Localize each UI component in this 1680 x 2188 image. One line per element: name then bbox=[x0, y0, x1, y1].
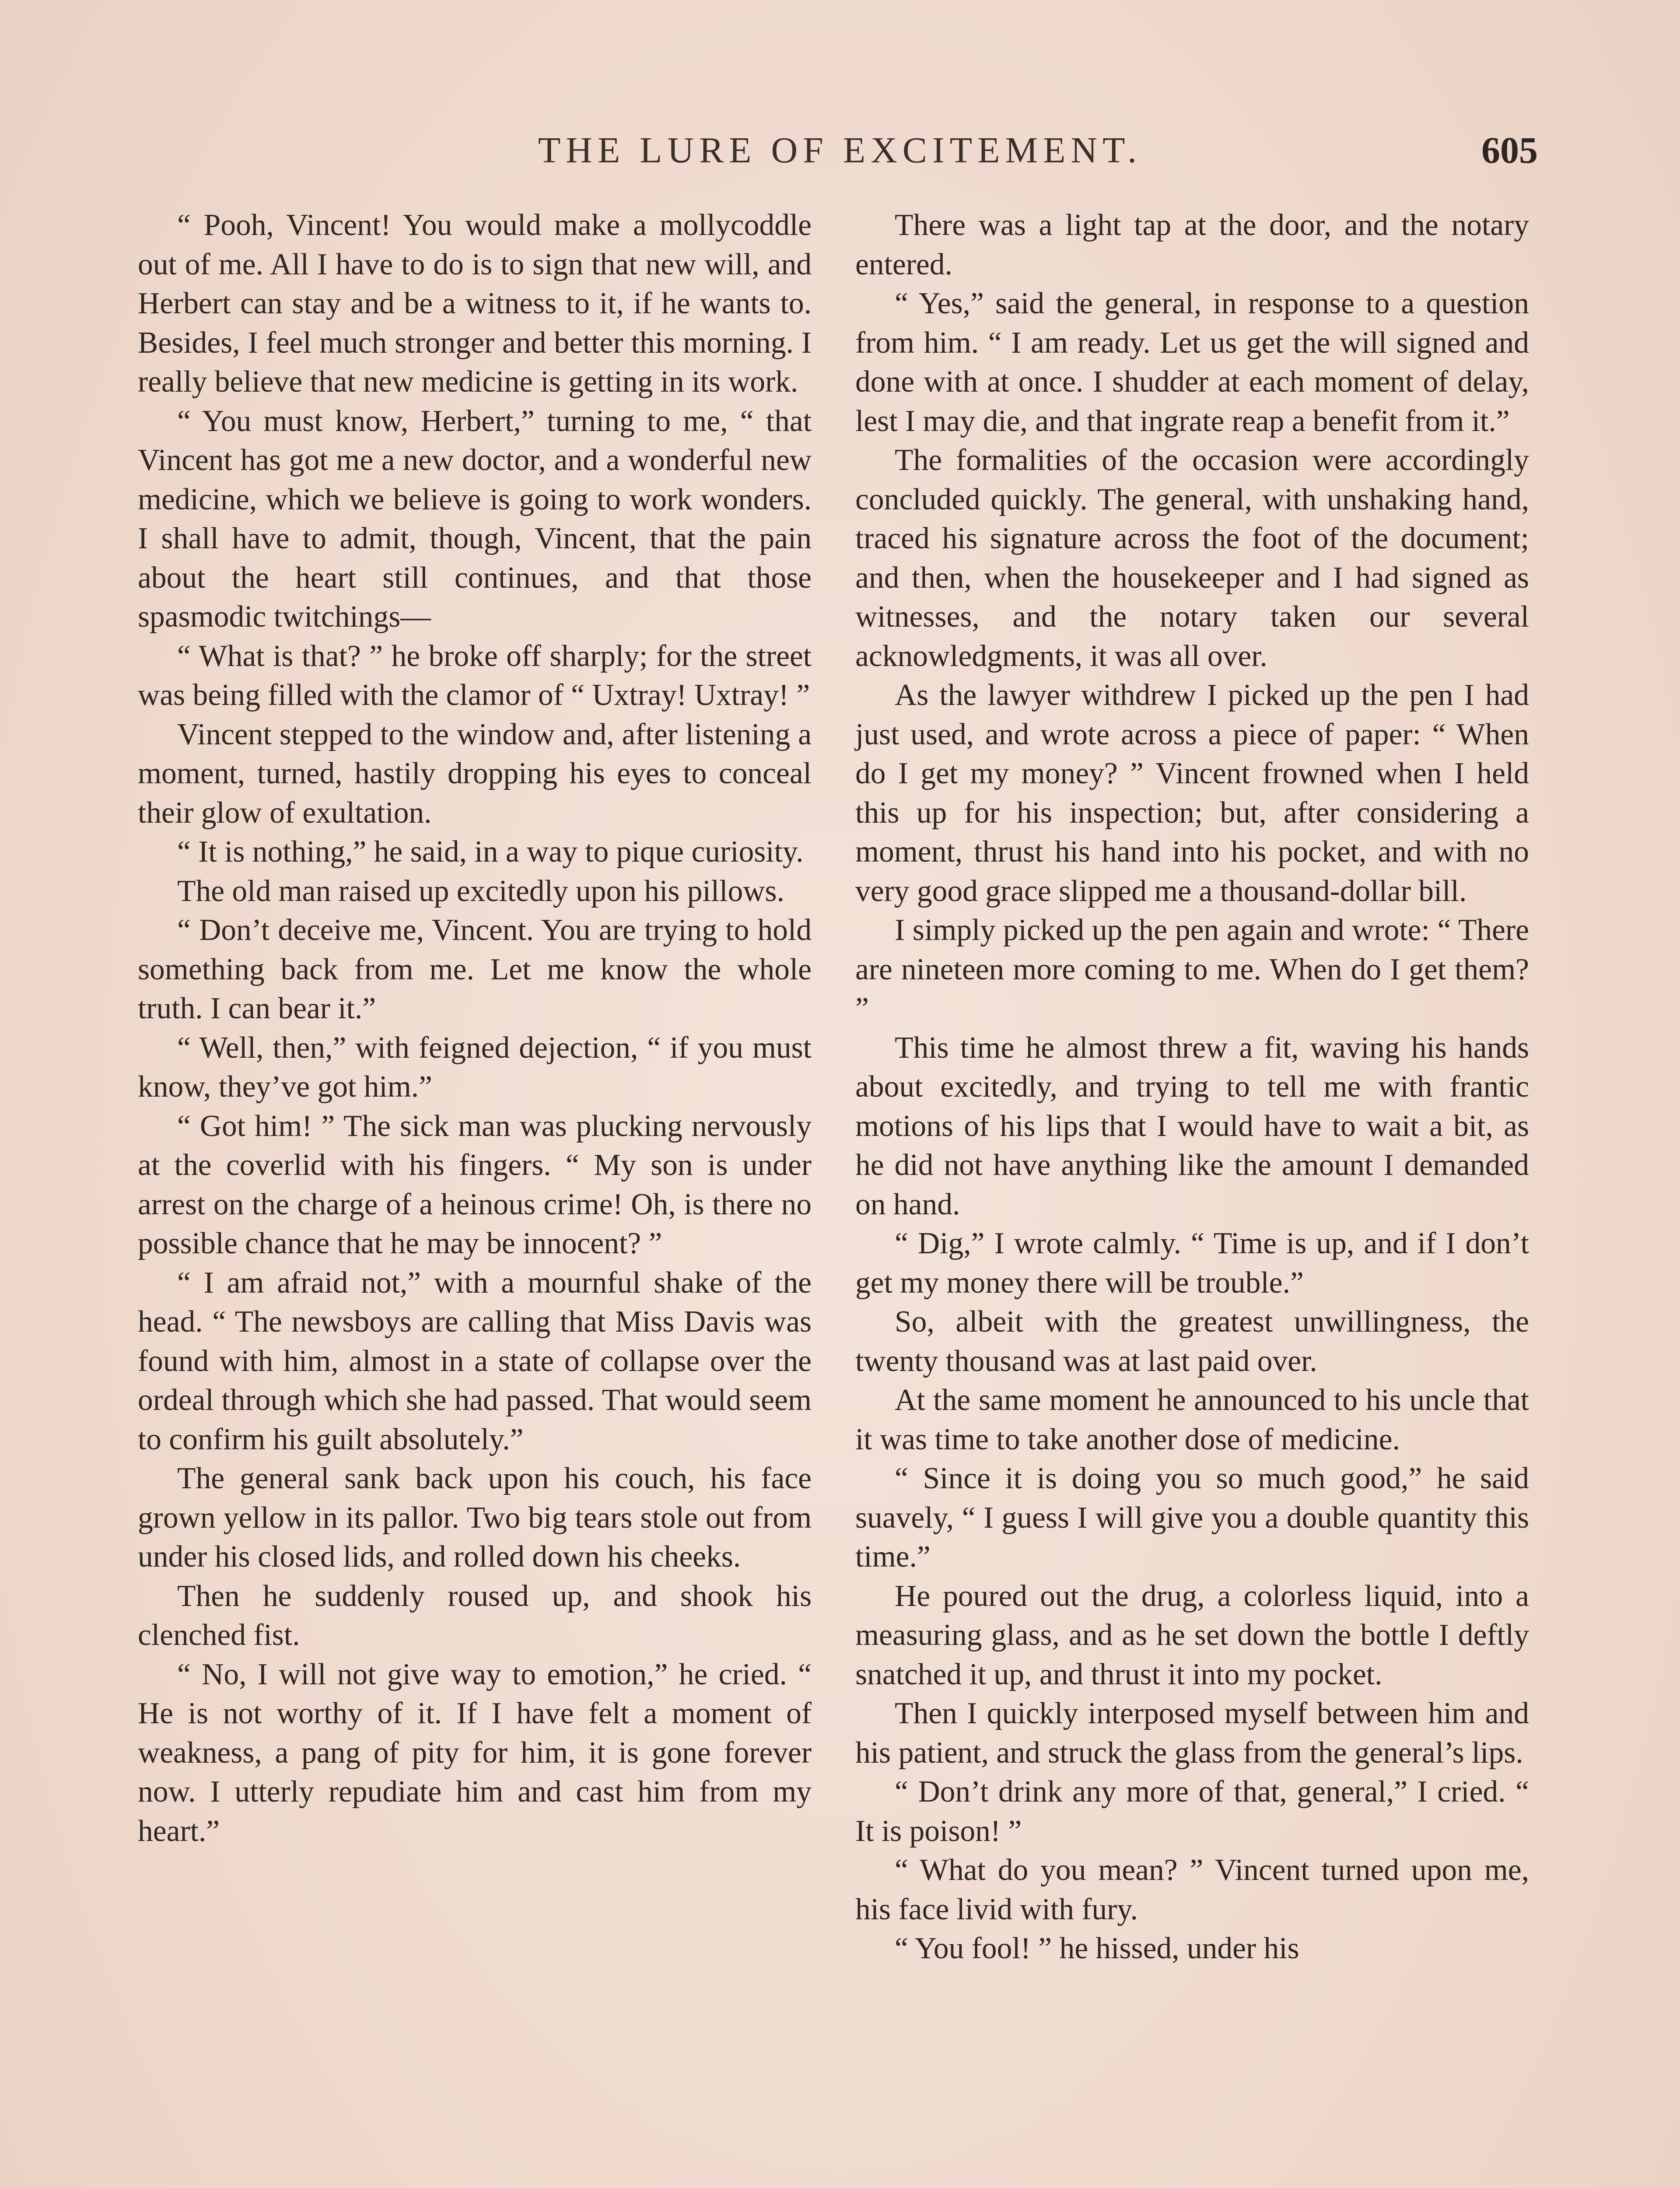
paragraph: “ Got him! ” The sick man was plucking nervously at the coverlid with his fingers. “ My son is under arrest on the charge of a heinous crime! Oh, is there no possible chance that he may be innocent? ” bbox=[138, 1109, 812, 1260]
paragraph: “ What do you mean? ” Vincent turned upon me, his face livid with fury. bbox=[855, 1853, 1529, 1926]
paragraph: At the same moment he announced to his uncle that it was time to take another dose of medicine. bbox=[855, 1383, 1529, 1456]
right-column bbox=[855, 206, 1529, 1968]
paragraph: “ Yes,” said the general, in response to a question from him. “ I am ready. Let us get the will signed and done with at once. I shudder at each moment of delay, lest I may die, and that ingrate reap a benefit from it.” bbox=[855, 287, 1529, 438]
paragraph: “ Pooh, Vincent! You would make a mollycoddle out of me. All I have to do is to sign that new will, and Herbert can stay and be a witness to it, if he wants to. Besides, I feel much stronger and better this morning. I really believe that new medicine is getting in its work. bbox=[138, 208, 812, 399]
paragraph: “ What is that? ” he broke off sharply; for the street was being filled with the clamor of “ Uxtray! Uxtray! ” bbox=[138, 639, 812, 712]
paragraph: “ You must know, Herbert,” turning to me, “ that Vincent has got me a new doctor, and a wonderful new medicine, which we believe is going to work wonders. I shall have to admit, though, Vincent, that the pain about the heart still continues, and that those spasmodic twitchings— bbox=[138, 404, 812, 634]
paragraph: The formalities of the occasion were accordingly concluded quickly. The general, with unshaking hand, traced his signature across the foot of the document; and then, when the housekeeper and I had signed as witnesses, and the notary taken our several acknowledgments, it was all over. bbox=[855, 443, 1529, 673]
paragraph: As the lawyer withdrew I picked up the pen I had just used, and wrote across a piece of paper: “ When do I get my money? ” Vincent frowned when I held this up for his inspection; but, after considering a moment, thrust his hand into his pocket, and with no very good grace slipped me a thousand-dollar bill. bbox=[855, 678, 1529, 908]
paragraph: “ Don’t drink any more of that, general,” I cried. “ It is poison! ” bbox=[855, 1775, 1529, 1848]
paragraph: This time he almost threw a fit, waving his hands about excitedly, and trying to tell me with frantic motions of his lips that I would have to wait a bit, as he did not have anything like the amount I demanded on hand. bbox=[855, 1031, 1529, 1221]
page-number: 605 bbox=[1481, 129, 1538, 171]
left-column bbox=[138, 206, 812, 1851]
paragraph: The general sank back upon his couch, his face grown yellow in its pallor. Two big tears stole out from under his closed lids, and rolled down his cheeks. bbox=[138, 1462, 812, 1574]
paragraph: “ Dig,” I wrote calmly. “ Time is up, and if I don’t get my money there will be trouble.” bbox=[855, 1227, 1529, 1300]
paragraph: The old man raised up excitedly upon his pillows. bbox=[177, 874, 784, 908]
paragraph: “ Well, then,” with feigned dejection, “ if you must know, they’ve got him.” bbox=[138, 1031, 812, 1104]
paragraph: “ Since it is doing you so much good,” he said suavely, “ I guess I will give you a double quantity this time.” bbox=[855, 1462, 1529, 1574]
paragraph: So, albeit with the greatest unwillingness, the twenty thousand was at last paid over. bbox=[855, 1305, 1529, 1378]
paragraph: There was a light tap at the door, and the notary entered. bbox=[855, 208, 1529, 281]
paragraph: “ It is nothing,” he said, in a way to pique curiosity. bbox=[177, 835, 804, 869]
paragraph: He poured out the drug, a colorless liquid, into a measuring glass, and as he set down the bottle I deftly snatched it up, and thrust it into my pocket. bbox=[855, 1579, 1529, 1691]
paragraph: I simply picked up the pen again and wrote: “ There are nineteen more coming to me. When do I get them? ” bbox=[855, 913, 1529, 1025]
page-header bbox=[0, 129, 1680, 177]
paragraph: Then I quickly interposed myself between him and his patient, and struck the glass from the general’s lips. bbox=[855, 1697, 1529, 1770]
paragraph: Vincent stepped to the window and, after listening a moment, turned, hastily dropping his eyes to conceal their glow of exultation. bbox=[138, 717, 812, 830]
paragraph: “ Don’t deceive me, Vincent. You are trying to hold something back from me. Let me know the whole truth. I can bear it.” bbox=[138, 913, 812, 1025]
paragraph: “ No, I will not give way to emotion,” he cried. “ He is not worthy of it. If I have felt a moment of weakness, a pang of pity for him, it is gone forever now. I utterly repudiate him and cast him from my heart.” bbox=[138, 1657, 812, 1848]
paragraph: “ I am afraid not,” with a mournful shake of the head. “ The newsboys are calling that Miss Davis was found with him, almost in a state of collapse over the ordeal through which she had passed. That would seem to confirm his guilt absolutely.” bbox=[138, 1266, 812, 1456]
paragraph: “ You fool! ” he hissed, under his bbox=[895, 1932, 1299, 1965]
running-title: THE LURE OF EXCITEMENT. bbox=[538, 130, 1142, 171]
paragraph: Then he suddenly roused up, and shook his clenched fist. bbox=[138, 1579, 812, 1652]
